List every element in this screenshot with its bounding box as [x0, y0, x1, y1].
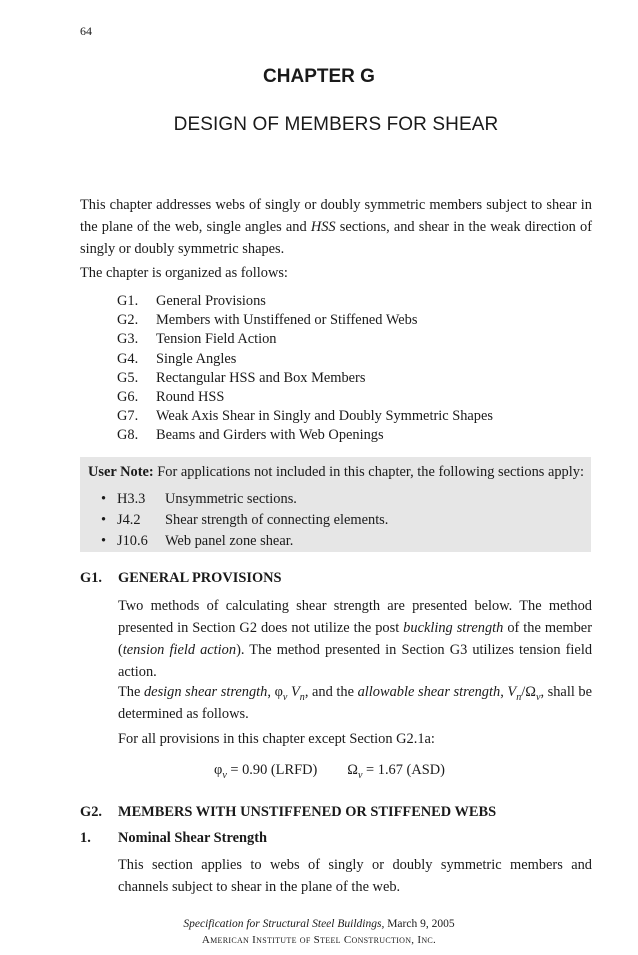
intro-paragraph: This chapter addresses webs of singly or doubly symmetric members subject to shear in the plane of the web, single angles and HSS sections, and shear in the weak direction of singly or doubly symmetric shapes.	[80, 197, 592, 257]
g1-paragraph-3: For all provisions in this chapter except Section G2.1a:	[118, 731, 435, 747]
resistance-factor-formula: $\varphi_v = 0.90$ (LRFD) $\Omega_v = 1.67$ (ASD)	[214, 762, 445, 781]
chapter-subtitle: DESIGN OF MEMBERS FOR SHEAR	[173, 114, 499, 135]
g2-paragraph-1: This section applies to webs of singly or doubly symmetric members and channels subject to shear in the plane of the web.	[118, 857, 592, 895]
list-item: G8. Beams and Girders with Web Openings	[117, 427, 384, 444]
chapter-contents-list	[117, 292, 493, 446]
list-item: G5. Rectangular HSS and Box Members	[117, 369, 366, 386]
list-item: G2. Members with Unstiffened or Stiffened Webs	[117, 312, 418, 329]
chapter-title: CHAPTER G	[263, 66, 375, 87]
section-number: G2.	[80, 804, 102, 820]
section-number: G1.	[80, 570, 102, 586]
list-item: • H3.3 Unsymmetric sections.	[101, 491, 297, 507]
g1-paragraph-1: Two methods of calculating shear strength are presented below. The method presented in Section G2 does not utilize the post buckling strength of the member (tension field action). The method presented in Section G3 utilizes tension field action.	[118, 598, 593, 680]
list-item: G4. Single Angles	[117, 350, 237, 367]
list-item: G6. Round HSS	[117, 388, 225, 405]
list-item: G7. Weak Axis Shear in Singly and Doubly Symmetric Shapes	[117, 408, 493, 425]
list-item: • J4.2 Shear strength of connecting elements.	[101, 512, 389, 528]
g1-paragraph-2: The design shear strength, $\varphi_v$ $V_n$, and the allowable shear strength, $V_n/\Omega_v$, shall be determined as follows.	[118, 684, 593, 722]
footer-publisher: American Institute of Steel Construction, Inc.	[201, 934, 437, 946]
user-note-list	[101, 489, 388, 552]
intro-organized-paragraph: The chapter is organized as follows:	[80, 265, 288, 281]
section-title: GENERAL PROVISIONS	[118, 570, 282, 586]
list-item: • J10.6 Web panel zone shear.	[101, 533, 294, 549]
list-item: G3. Tension Field Action	[117, 331, 277, 348]
footer-citation: Specification for Structural Steel Buildings, March 9, 2005	[183, 918, 455, 930]
section-title: MEMBERS WITH UNSTIFFENED OR STIFFENED WEBS	[118, 804, 497, 820]
page-number: 64	[80, 24, 92, 38]
list-item: G1. General Provisions	[117, 293, 266, 309]
user-note-heading: User Note: For applications not included in this chapter, the following sections apply:	[88, 464, 584, 480]
subsection-number: 1.	[80, 830, 91, 846]
subsection-title: Nominal Shear Strength	[118, 830, 267, 846]
